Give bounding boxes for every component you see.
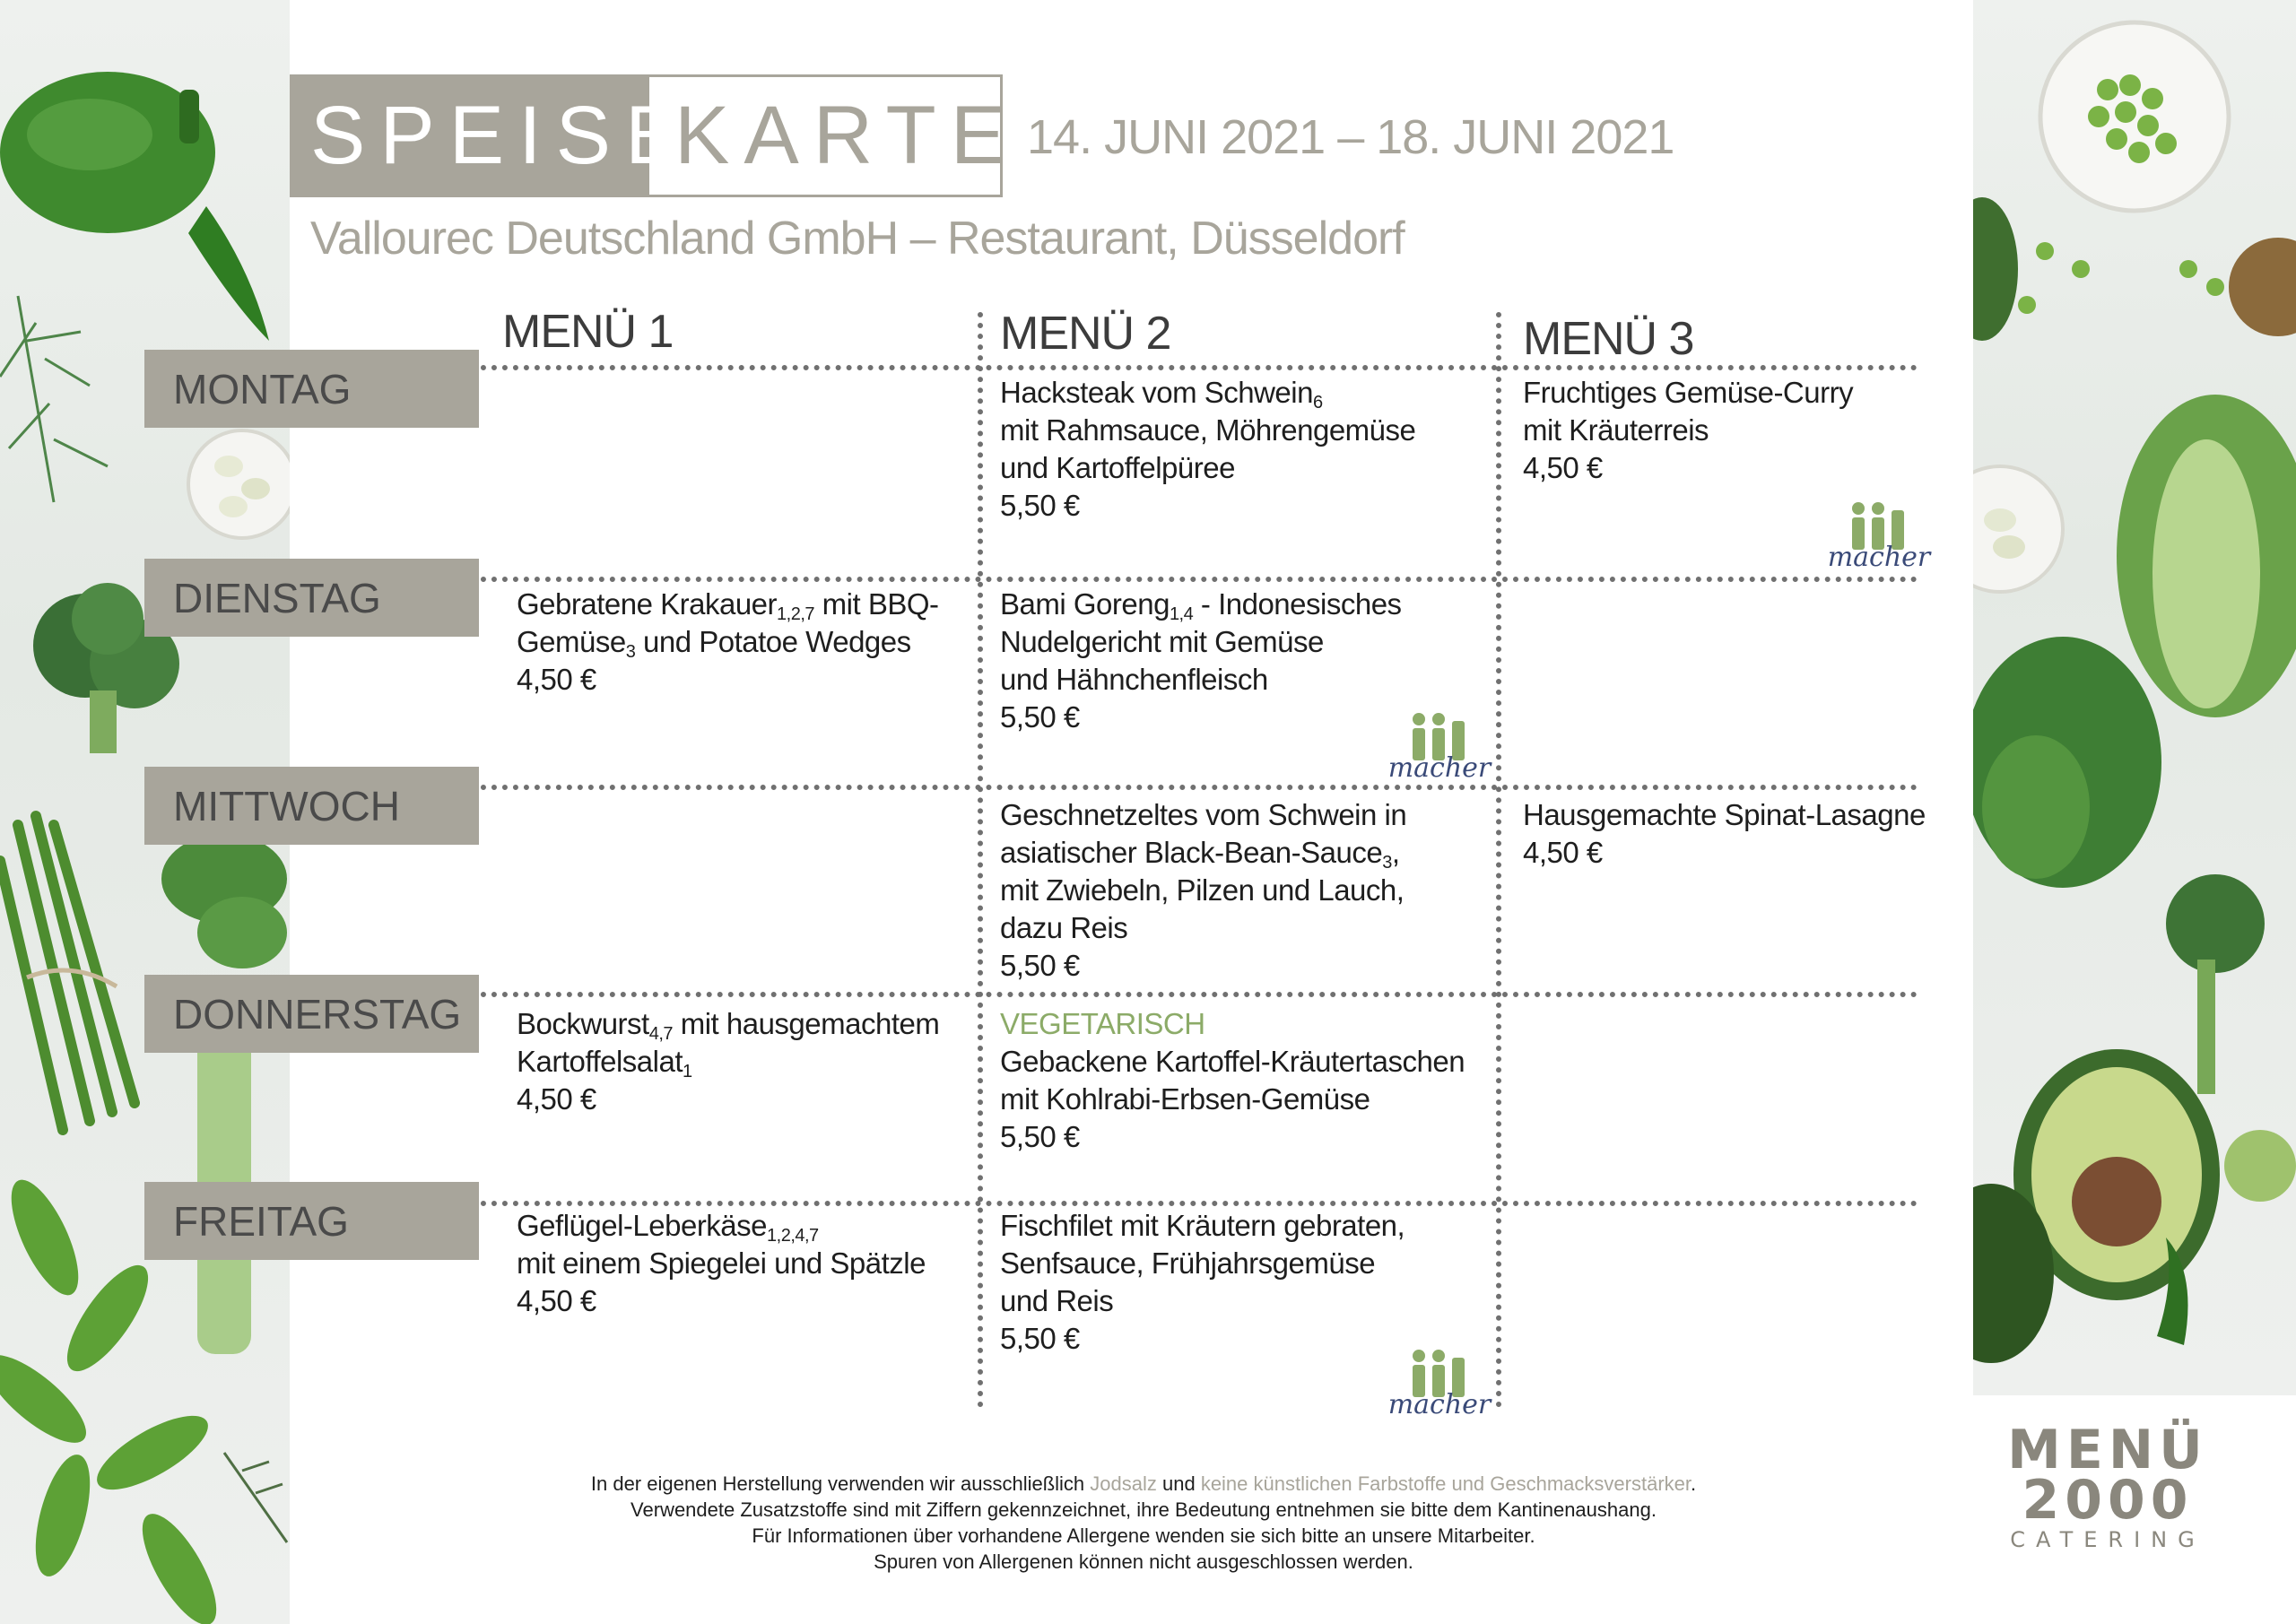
dish-freitag-menu-1: Geflügel-Leberkäse$_{1,2,4,7}$ mit einem Spiegelei und Spätzle 4,50 €	[517, 1207, 926, 1320]
footer-notes	[386, 1471, 1901, 1575]
title-speise: SPEISE	[292, 77, 649, 195]
footer-line-2: Verwendete Zusatzstoffe sind mit Ziffern gekennzeichnet, ihre Bedeutung entnehmen sie bitte dem Kantinenaushang.	[631, 1498, 1657, 1521]
day-label-donnerstag: DONNERSTAG	[144, 975, 479, 1053]
vegetable-photo-right	[1973, 0, 2296, 1395]
dill-icon	[0, 296, 108, 502]
vegetarian-tag: VEGETARISCH	[1000, 1007, 1205, 1040]
footer-line-4: Spuren von Allergenen können nicht ausgeschlossen werden.	[874, 1550, 1413, 1573]
fit-macher-logo-icon	[1386, 708, 1493, 786]
price: 5,50 €	[1000, 1322, 1080, 1355]
row-divider-donnerstag	[438, 992, 1918, 997]
price: 4,50 €	[517, 663, 596, 696]
loose-peas-icon	[2018, 242, 2224, 314]
restaurant-subtitle: Vallourec Deutschland GmbH – Restaurant, Düsseldorf	[310, 213, 1405, 265]
row-divider-dienstag	[438, 577, 1918, 582]
title-karte: KARTE	[674, 90, 1021, 181]
price: 4,50 €	[517, 1082, 596, 1116]
brussels-sprout-icon	[2224, 1130, 2296, 1202]
broccolini-icon	[2166, 874, 2265, 1094]
dish-montag-menu-2: Hacksteak vom Schwein$_6$ mit Rahmsauce, Möhrengemüse und Kartoffelpüree 5,50 €	[1000, 374, 1415, 525]
column-header-menu-2: MENÜ 2	[1000, 308, 1171, 360]
green-chili-icon	[188, 206, 269, 341]
romaine-lettuce-icon	[2117, 395, 2296, 717]
pea-bowl-icon	[2040, 22, 2229, 211]
row-divider-mittwoch	[438, 785, 1918, 790]
row-divider-freitag	[438, 1201, 1918, 1206]
dish-dienstag-menu-2: Bami Goreng$_{1,4}$ - Indonesisches Nudelgericht mit Gemüse und Hähnchenfleisch 5,50 €	[1000, 586, 1402, 736]
vegetable-illustration-right	[1973, 0, 2296, 1395]
day-label-mittwoch: MITTWOCH	[144, 767, 479, 845]
celery-icon	[161, 834, 287, 1354]
price: 5,50 €	[1000, 489, 1080, 522]
parsley-icon	[1973, 637, 2161, 888]
fit-macher-logo-icon	[1386, 1345, 1493, 1422]
price: 4,50 €	[1523, 836, 1603, 869]
day-label-dienstag: DIENSTAG	[144, 559, 479, 637]
row-divider-montag	[438, 365, 1918, 370]
dish-montag-menu-3: Fruchtiges Gemüse-Curry mit Kräuterreis 4,50 €	[1523, 374, 1853, 487]
column-header-menu-3: MENÜ 3	[1523, 313, 1694, 365]
column-divider-1	[978, 312, 983, 1408]
svg-text:CATERING: CATERING	[2010, 1527, 2205, 1552]
dish-donnerstag-menu-1: Bockwurst$_{4,7}$ mit hausgemachtem Kartoffelsalat$_1$ 4,50 €	[517, 1005, 939, 1118]
price: 5,50 €	[1000, 1120, 1080, 1153]
menu-2000-catering-logo	[1987, 1412, 2229, 1556]
price: 4,50 €	[517, 1284, 596, 1317]
footer-line-1: In der eigenen Herstellung verwenden wir ausschließlich Jodsalz und keine künstlichen Farbstoffe und Geschmacksverstärker.	[590, 1472, 1697, 1495]
svg-text:2000: 2000	[2022, 1469, 2194, 1532]
cucumber-icon	[1973, 197, 2018, 341]
price: 4,50 €	[1523, 451, 1603, 484]
svg-text:macher: macher	[1387, 1389, 1492, 1420]
dish-freitag-menu-2: Fischfilet mit Kräutern gebraten, Senfsauce, Frühjahrsgemüse und Reis 5,50 €	[1000, 1207, 1405, 1358]
kiwi-icon	[2229, 238, 2296, 336]
column-divider-2	[1496, 312, 1501, 1408]
svg-text:macher: macher	[1387, 752, 1492, 784]
price: 5,50 €	[1000, 949, 1080, 982]
dish-mittwoch-menu-3: Hausgemachte Spinat-Lasagne 4,50 €	[1523, 796, 1926, 872]
bean-bowl-icon-right	[1973, 466, 2063, 592]
day-label-montag: MONTAG	[144, 350, 479, 428]
bean-bowl-icon	[188, 430, 290, 538]
dish-mittwoch-menu-2: Geschnetzeltes vom Schwein in asiatischer Black-Bean-Sauce$_3$, mit Zwiebeln, Pilzen und Lauch, dazu Reis 5,50 €	[1000, 796, 1406, 985]
green-beans-icon	[0, 816, 135, 1130]
rosemary-icon	[224, 1453, 287, 1542]
date-range: 14. JUNI 2021 – 18. JUNI 2021	[1027, 110, 1674, 164]
menu-title-box	[290, 74, 1021, 197]
dish-donnerstag-menu-2: VEGETARISCH Gebackene Kartoffel-Kräutertaschen mit Kohlrabi-Erbsen-Gemüse 5,50 €	[1000, 1005, 1465, 1156]
fit-macher-logo-icon	[1825, 498, 1933, 575]
price: 5,50 €	[1000, 700, 1080, 734]
dish-dienstag-menu-1: Gebratene Krakauer$_{1,2,7}$ mit BBQ- Gemüse$_3$ und Potatoe Wedges 4,50 €	[517, 586, 939, 699]
svg-text:macher: macher	[1827, 542, 1931, 573]
green-pepper-icon	[0, 72, 215, 233]
svg-text:MENÜ: MENÜ	[2007, 1419, 2208, 1481]
day-label-freitag: FREITAG	[144, 1182, 479, 1260]
footer-line-3: Für Informationen über vorhandene Allergene wenden sie sich bitte an unsere Mitarbeiter.	[752, 1524, 1535, 1547]
column-header-menu-1: MENÜ 1	[502, 306, 674, 358]
